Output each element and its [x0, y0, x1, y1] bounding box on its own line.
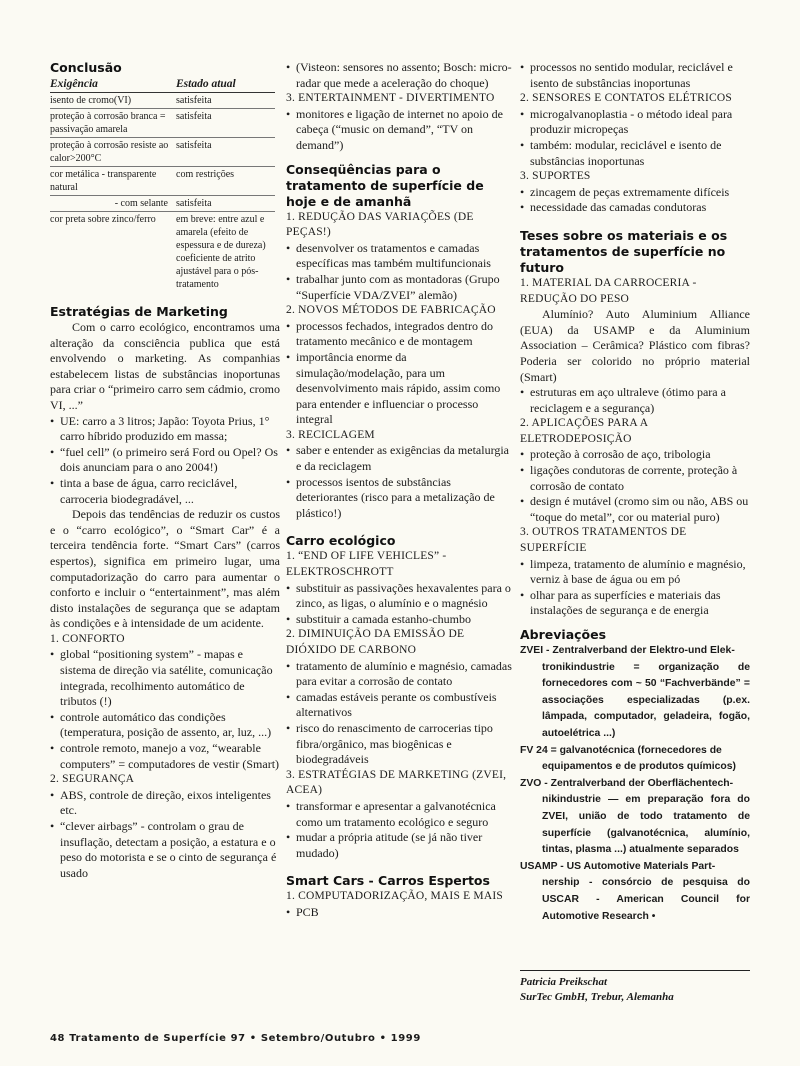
subsection-heading: 1. MATERIAL DA CARROCERIA - REDUÇÃO DO PESO — [520, 276, 697, 305]
subsection-heading: 3. OUTROS TRATAMENTOS DE SUPERFÍCIE — [520, 526, 687, 555]
abbreviation-term: USAMP - US Automotive Materials Part- — [520, 860, 716, 872]
list-item: • necessidade das camadas condutoras — [520, 200, 750, 216]
bullet-list — [50, 647, 280, 772]
subsection-heading: 3. SUPORTES — [520, 170, 591, 183]
list-item: • tinta a base de água, carro reciclável, carroceria biodegradável, ... — [50, 476, 280, 507]
bullet-list — [50, 414, 280, 508]
paragraph: Alumínio? Auto Aluminium Alliance (EUA) da USAMP e da Aluminium Association – Cerâmica? Plástico com fibras? Poderia ser colorido no próprio material (Smart) — [520, 307, 750, 384]
list-item: • importância enorme da simulação/modelação, para um desenvolvimento mais rápido, assim como para entender e influenciar o processo integral — [286, 350, 512, 428]
table-cell: isento de cromo(VI) — [50, 93, 176, 109]
subsection-heading: 2. DIMINUIÇÃO DA EMISSÃO DE DIÓXIDO DE CARBONO — [286, 628, 465, 656]
paragraph: Com o carro ecológico, encontramos uma alteração da consciência publica que está envolvendo o marketing. As companhias estabelecem listas de substâncias inoportunas para criar o “primeiro carro sem cádmio, cromo VI, ...” — [50, 320, 280, 412]
bullet-list — [520, 557, 750, 619]
abbreviation-entry — [520, 859, 750, 925]
list-item: • olhar para as superfícies e materiais das instalações de segurança e de energia — [520, 588, 750, 619]
table-cell: em breve: entre azul e amarela (efeito de espessura e de dureza) coeficiente de atrito ajustável para o pós-tratamento — [176, 212, 275, 293]
list-item: • design é mutável (cromo sim ou não, ABS ou “toque do metal”, cor ou material puro) — [520, 494, 750, 525]
table-cell: proteção à corrosão resiste ao calor>200°C — [50, 138, 176, 167]
list-item: • monitores e ligação de internet no apoio de cabeça (“music on demand”, “TV on demand”) — [286, 107, 512, 154]
section-title-teses: Teses sobre os materiais e os tratamentos de superfície no futuro — [520, 227, 728, 275]
section-title-estrategias: Estratégias de Marketing — [50, 304, 228, 319]
list-item: • risco do renascimento de carrocerias tipo fibra/orgânico, mas biogênicas e biodegradáveis — [286, 721, 512, 768]
subsection-heading: 2. APLICAÇÕES PARA A ELETRODEPOSIÇÃO — [520, 417, 648, 445]
bullet-list — [520, 447, 750, 525]
section-title-consequencias: Conseqüências para o tratamento de superfície de hoje e de amanhã — [286, 161, 484, 209]
bullet-list — [286, 60, 512, 91]
list-item: • também: modular, reciclável e isento de substâncias inoportunas — [520, 138, 750, 169]
subsection-heading: 1. COMPUTADORIZAÇÃO, MAIS E MAIS — [286, 890, 503, 903]
subsection-heading: 3. ENTERTAINMENT - DIVERTIMENTO — [286, 92, 495, 105]
table-header-cell: Estado atual — [176, 78, 275, 93]
list-item: • “clever airbags” - controlam o grau de insuflação, detectam a posição, a estatura e o peso do motorista e se o cinto de segurança é usado — [50, 819, 280, 881]
bullet-list — [520, 107, 750, 169]
list-item: • processos fechados, integrados dentro do tratamento mecânico e de montagem — [286, 319, 512, 350]
page-footer: 48 Tratamento de Superfície 97 • Setembro/Outubro • 1999 — [50, 1033, 421, 1044]
table-cell: cor preta sobre zinco/ferro — [50, 212, 176, 293]
list-item: • processos no sentido modular, reciclável e isento de substâncias inoportunas — [520, 60, 750, 91]
list-item: • substituir a camada estanho-chumbo — [286, 612, 512, 628]
list-item: • camadas estáveis perante os combustíveis alternativos — [286, 690, 512, 721]
abbreviation-entry — [520, 743, 750, 776]
list-item: • ligações condutoras de corrente, proteção à corrosão de contato — [520, 463, 750, 494]
list-item: • trabalhar junto com as montadoras (Grupo “Superfície VDA/ZVEI” alemão) — [286, 272, 512, 303]
list-item: • proteção à corrosão de aço, tribologia — [520, 447, 750, 463]
table-header-cell: Exigência — [50, 78, 176, 93]
bullet-list — [286, 799, 512, 861]
author-name: Patricia Preikschat — [520, 976, 608, 988]
list-item: • limpeza, tratamento de alumínio e magnésio, verniz à base de água ou em pó — [520, 557, 750, 588]
subsection-heading: 1. REDUÇÃO DAS VARIAÇÕES (DE PEÇAS!) — [286, 210, 474, 239]
table-cell: satisfeita — [176, 109, 275, 138]
table-cell: proteção à corrosão branca = passivação amarela — [50, 109, 176, 138]
subsection-heading: 2. NOVOS MÉTODOS DE FABRICAÇÃO — [286, 304, 496, 317]
column-right — [520, 60, 750, 925]
list-item: • mudar a própria atitude (se já não tiver mudado) — [286, 830, 512, 861]
table-cell: com restrições — [176, 167, 275, 196]
abbreviation-entry — [520, 643, 750, 743]
list-item: • estruturas em aço ultraleve (ótimo para a reciclagem e a segurança) — [520, 385, 750, 416]
subsection-heading: 3. RECICLAGEM — [286, 428, 375, 441]
table-row — [50, 138, 275, 167]
bullet-list — [286, 581, 512, 628]
list-item: • transformar e apresentar a galvanotécnica como um tratamento ecológico e seguro — [286, 799, 512, 830]
section-title-abreviacoes: Abreviações — [520, 627, 607, 642]
bullet-list — [286, 319, 512, 428]
abbreviation-definition: tronikindustrie = organização de fornecedores com ~ 50 “Fachverbände” = associações especializadas (p.ex. lâmpada, computador, geladeira, fogão, autoelétrica ...) — [542, 661, 750, 739]
subsection-heading: 3. ESTRATÉGIAS DE MARKETING (ZVEI, ACEA) — [286, 768, 507, 797]
abbreviation-term: FV 24 = galvanotécnica (fornecedores de — [520, 744, 722, 756]
table-row — [50, 93, 275, 109]
list-item: • PCB — [286, 905, 512, 921]
subsection-heading: 2. SENSORES E CONTATOS ELÉTRICOS — [520, 92, 732, 105]
list-item: • substituir as passivações hexavalentes para o zinco, as ligas, o alumínio e o magnésio — [286, 581, 512, 612]
table-row — [50, 109, 275, 138]
table-cell: cor metálica - transparente natural — [50, 167, 176, 196]
list-item: • (Visteon: sensores no assento; Bosch: micro-radar que mede a aceleração do choque) — [286, 60, 512, 91]
column-left — [50, 60, 280, 881]
bullet-list — [286, 905, 512, 921]
bullet-list — [520, 185, 750, 216]
list-item: • processos isentos de substâncias deteriorantes (risco para a metalização de plástico!) — [286, 475, 512, 522]
abbreviation-entry — [520, 776, 750, 859]
table-cell: satisfeita — [176, 196, 275, 212]
table-cell: satisfeita — [176, 93, 275, 109]
author-affiliation: SurTec GmbH, Trebur, Alemanha — [520, 991, 674, 1003]
section-title-carro-ecologico: Carro ecológico — [286, 533, 396, 549]
list-item: • “fuel cell” (o primeiro será Ford ou Opel? Os dois anunciam para o ano 2004!) — [50, 445, 280, 476]
subsection-heading: 1. “END OF LIFE VEHICLES” - ELEKTROSCHROTT — [286, 550, 447, 579]
abbreviation-definition: nership - consórcio de pesquisa do USCAR - American Council for Automotive Research • — [542, 877, 750, 922]
list-item: • saber e entender as exigências da metalurgia e da reciclagem — [286, 443, 512, 474]
abbreviation-term: ZVEI - Zentralverband der Elektro-und Elek- — [520, 645, 735, 656]
list-item: • global “positioning system” - mapas e sistema de direção via satélite, comunicação integrada, recolhimento automático de tributos (!) — [50, 647, 280, 709]
column-middle — [286, 60, 512, 921]
bullet-list — [50, 788, 280, 882]
list-item: • ABS, controle de direção, eixos inteligentes etc. — [50, 788, 280, 819]
table-row — [50, 212, 275, 293]
abbreviation-term: ZVO - Zentralverband der Oberflächentech- — [520, 777, 734, 789]
subsection-heading: 1. CONFORTO — [50, 632, 125, 645]
list-item: • desenvolver os tratamentos e camadas específicas mas também multifuncionais — [286, 241, 512, 272]
table-cell: - com selante — [50, 196, 176, 212]
list-item: • UE: carro a 3 litros; Japão: Toyota Prius, 1° carro híbrido produzido em massa; — [50, 414, 280, 445]
author-signature — [520, 970, 750, 1005]
bullet-list — [286, 659, 512, 768]
requirements-table — [50, 78, 275, 292]
table-cell: satisfeita — [176, 138, 275, 167]
paragraph: Depois das tendências de reduzir os custos e o “carro ecológico”, o “Smart Car” é a terceira tendência forte. “Smart Cars” (carros espertos), significa em primeiro lugar, uma computadorização do carro para aumentar o conforto e incluir o “entertainment”, mas além disto instalações de segurança que se adaptam às condições e à intensidade de um acidente. — [50, 507, 280, 631]
bullet-list — [520, 385, 750, 416]
bullet-list — [286, 443, 512, 521]
list-item: • zincagem de peças extremamente difíceis — [520, 185, 750, 201]
table-row — [50, 167, 275, 196]
bullet-list — [520, 60, 750, 91]
abbreviation-definition: equipamentos e de produtos químicos) — [542, 761, 736, 773]
list-item: • microgalvanoplastia - o método ideal para produzir micropeças — [520, 107, 750, 138]
table-row — [50, 196, 275, 212]
subsection-heading: 2. SEGURANÇA — [50, 773, 135, 786]
list-item: • tratamento de alumínio e magnésio, camadas para evitar a corrosão de contato — [286, 659, 512, 690]
section-title-conclusao: Conclusão — [50, 60, 122, 75]
list-item: • controle remoto, manejo a voz, “wearable computers” = computadores de vestir (Smart) — [50, 741, 280, 772]
bullet-list — [286, 107, 512, 154]
table-header-row — [50, 78, 275, 93]
bullet-list — [286, 241, 512, 303]
list-item: • controle automático das condições (temperatura, posição de assento, ar, luz, ...) — [50, 710, 280, 741]
abbreviation-definition: nikindustrie — em preparação fora do ZVEI, união de todo tratamento de superfície (galvanotécnica, alumínio, tintas, plasma ...) atualmente separados — [542, 794, 750, 856]
section-title-smart-cars: Smart Cars - Carros Espertos — [286, 873, 490, 889]
